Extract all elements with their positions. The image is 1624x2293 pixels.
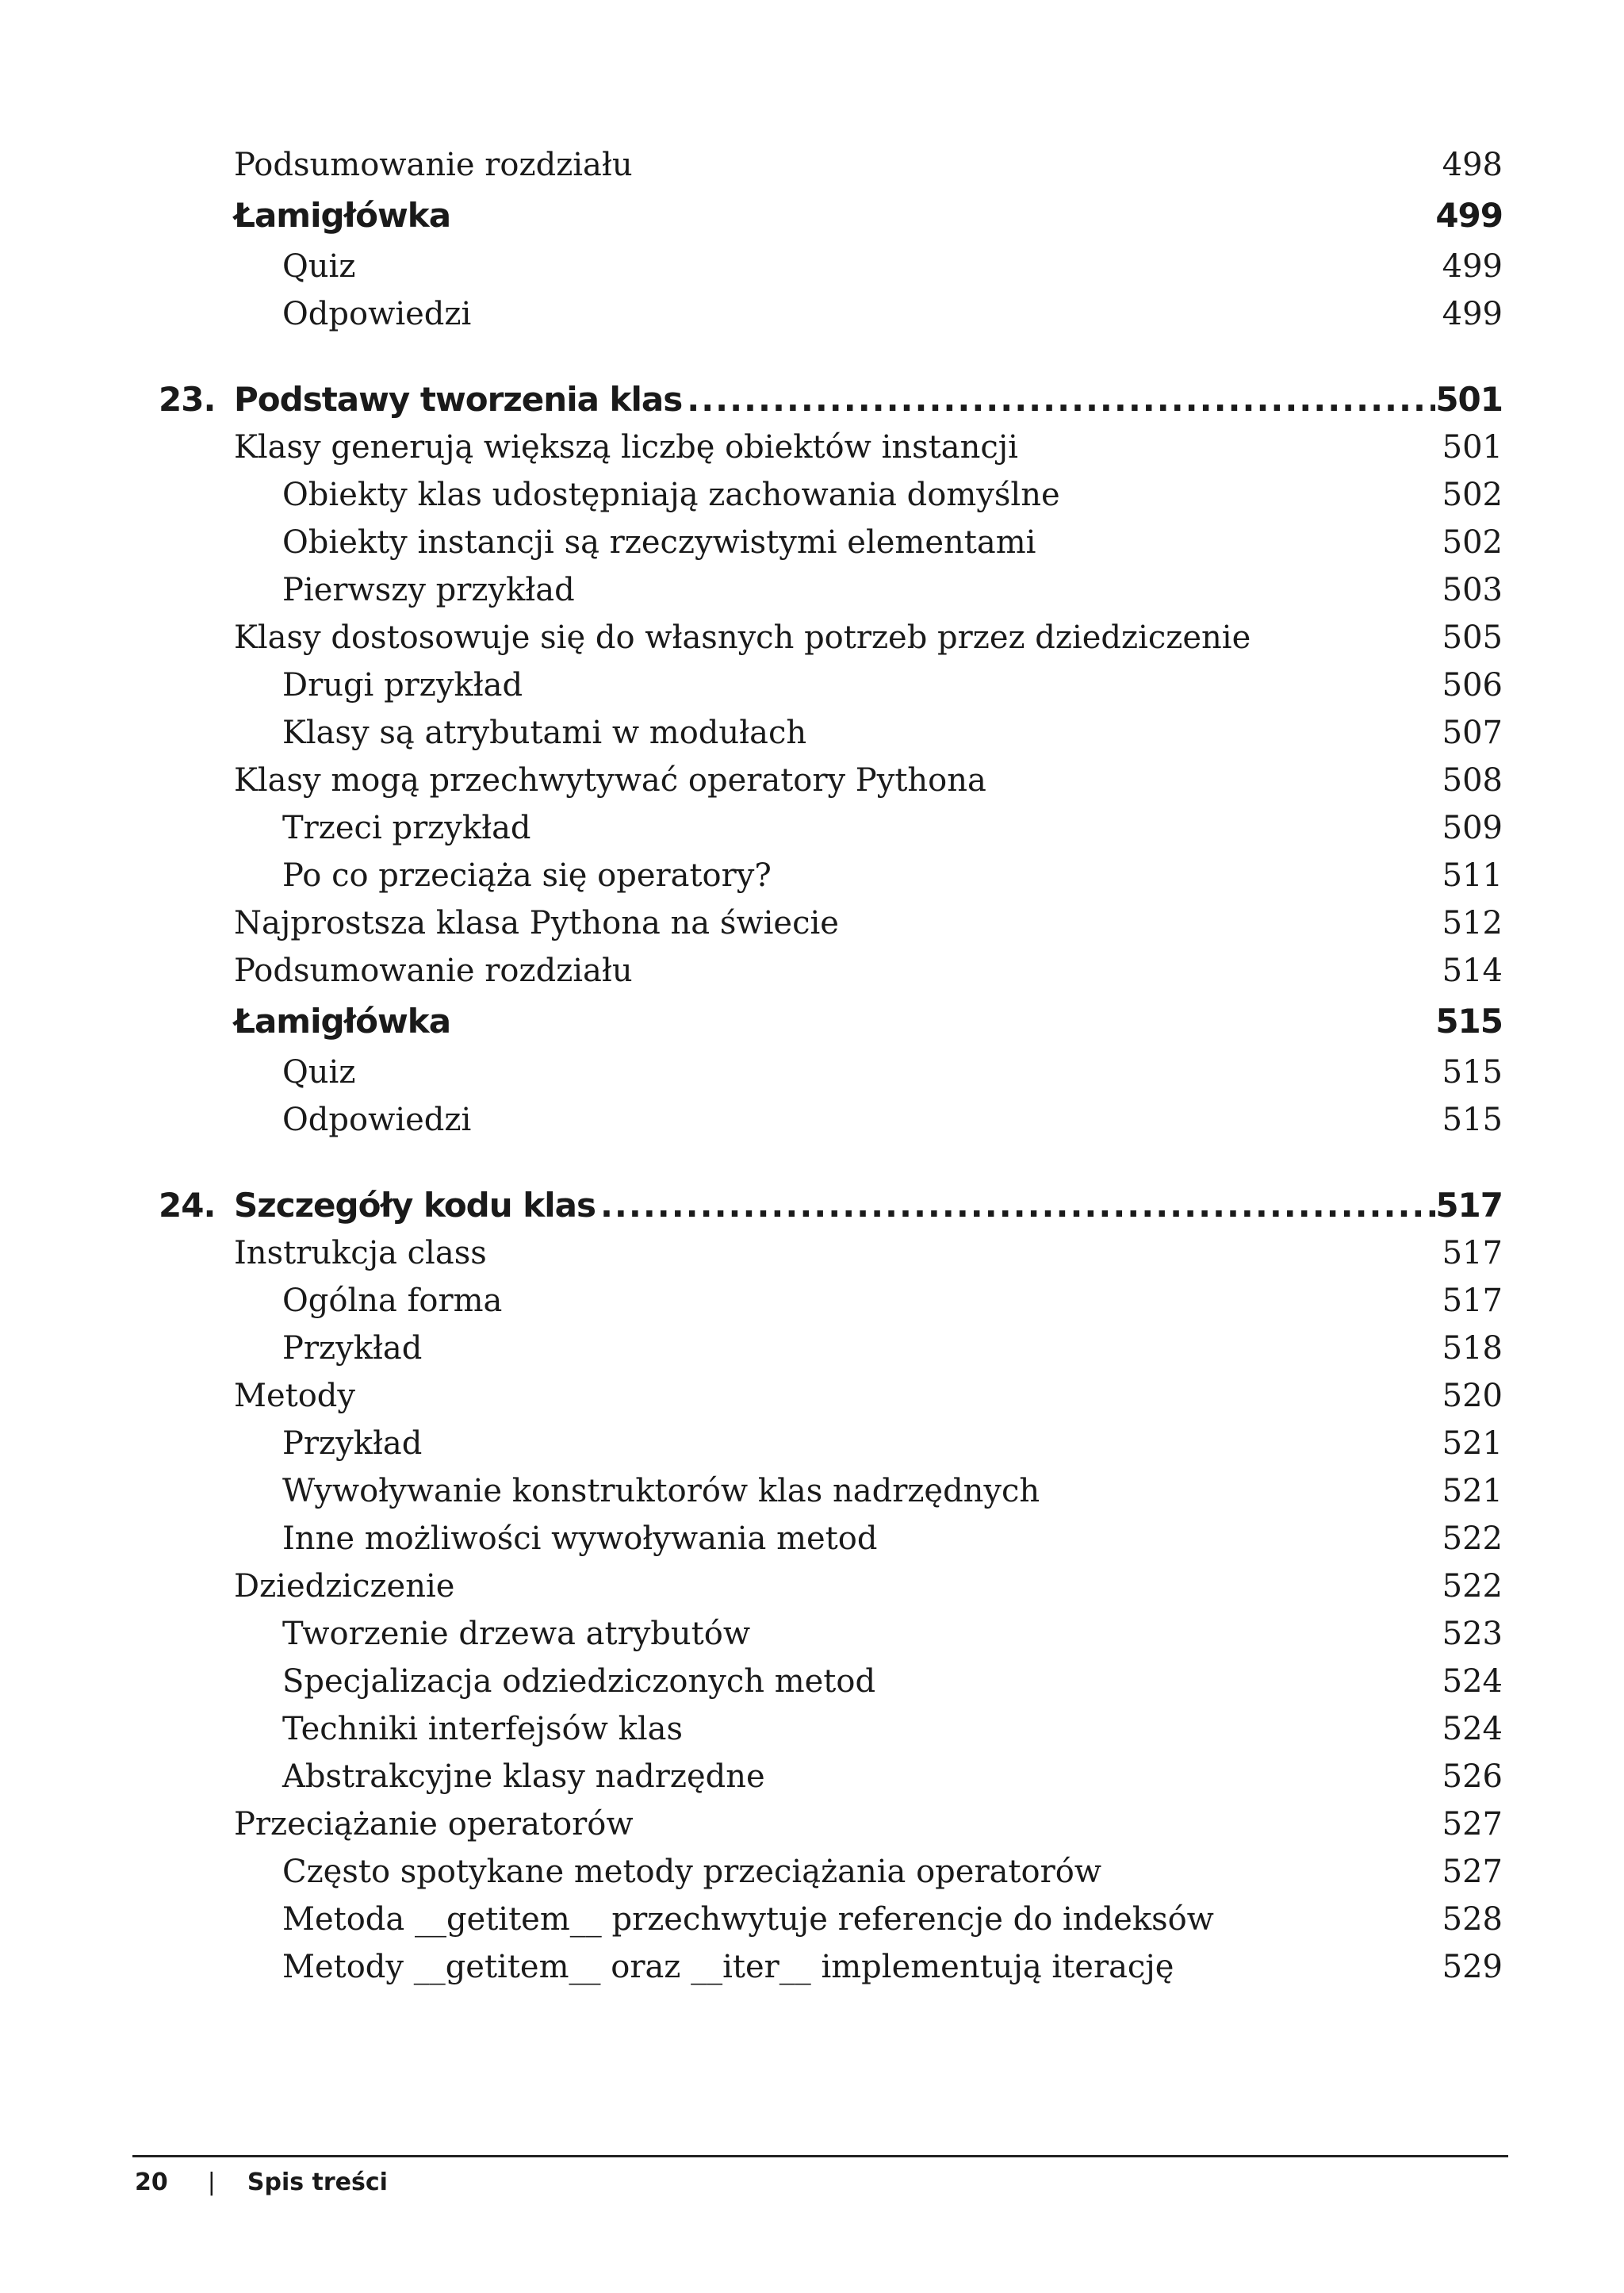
toc-chapter-row: [159, 376, 1503, 424]
toc-entry-page: 501: [1442, 429, 1503, 466]
dot-leader: [682, 376, 1435, 424]
toc-section-row: [234, 1372, 1503, 1420]
toc-entry-title: Metoda __getitem__ przechwytuje referencje do indeksów: [282, 1901, 1214, 1938]
toc-subsection-row: [282, 1420, 1503, 1467]
toc-entry-title: Klasy mogą przechwytywać operatory Pythona: [234, 762, 986, 799]
toc-subsection-row: [282, 1515, 1503, 1563]
toc-entry-title: Odpowiedzi: [282, 1102, 472, 1138]
toc-entry-title: Inne możliwości wywoływania metod: [282, 1520, 878, 1557]
toc-entry-title: Klasy generują większą liczbę obiektów instancji: [234, 429, 1018, 466]
toc-entry-page: 527: [1442, 1854, 1503, 1890]
toc-entry-title: Klasy są atrybutami w modułach: [282, 715, 807, 751]
toc-entry-title: Ogólna forma: [282, 1283, 503, 1319]
toc-section-row: [234, 1563, 1503, 1610]
toc-entry-title: Obiekty klas udostępniają zachowania domyślne: [282, 477, 1060, 513]
toc-subsection-row: [282, 1096, 1503, 1144]
toc-entry-title: Tworzenie drzewa atrybutów: [282, 1616, 751, 1652]
toc-subsection-row: [282, 1896, 1503, 1943]
toc-subsection-row: [282, 566, 1503, 614]
toc-entry-page: 527: [1442, 1806, 1503, 1842]
toc-entry-title: Często spotykane metody przeciążania operatorów: [282, 1854, 1102, 1890]
toc-section-row: [234, 1800, 1503, 1848]
toc-entry-page: 498: [1442, 147, 1503, 183]
toc-subsection-row: [282, 709, 1503, 757]
toc-entry-title: Abstrakcyjne klasy nadrzędne: [282, 1758, 765, 1795]
toc-subsection-row: [282, 243, 1503, 290]
toc-entry-title: Po co przeciąża się operatory?: [282, 857, 772, 894]
toc-entry-page: 507: [1442, 715, 1503, 751]
toc-entry-page: 521: [1442, 1473, 1503, 1509]
toc-entry-page: 515: [1442, 1102, 1503, 1138]
toc-entry-page: 520: [1442, 1378, 1503, 1414]
toc-entry-title: Łamigłówka: [234, 196, 451, 235]
toc-quiz-row: [234, 192, 1503, 240]
toc-subsection-row: [282, 1049, 1503, 1096]
toc-entry-page: 528: [1442, 1901, 1503, 1938]
toc-entry-page: 514: [1442, 953, 1503, 989]
toc-entry-page: 517: [1442, 1235, 1503, 1271]
footer-rule: [132, 2155, 1508, 2157]
toc-entry-title: Metody: [234, 1378, 355, 1414]
toc-entry-page: 509: [1442, 810, 1503, 846]
toc-entry-title: Wywoływanie konstruktorów klas nadrzędnych: [282, 1473, 1040, 1509]
toc-quiz-row: [234, 998, 1503, 1045]
toc-entry-page: 505: [1442, 619, 1503, 656]
toc-entry-title: Odpowiedzi: [282, 296, 472, 332]
toc-entry-page: 529: [1442, 1949, 1503, 1985]
toc-entry-title: Quiz: [282, 1054, 356, 1091]
toc-entry-page: 499: [1442, 296, 1503, 332]
toc-entry-title: Podsumowanie rozdziału: [234, 147, 633, 183]
toc-entry-title: Drugi przykład: [282, 667, 523, 704]
toc-entry-page: 524: [1442, 1711, 1503, 1747]
toc-entry-title: Klasy dostosowuje się do własnych potrzeb przez dziedziczenie: [234, 619, 1251, 656]
toc-entry-page: 518: [1442, 1330, 1503, 1367]
toc-section-row: [234, 947, 1503, 995]
toc-section-row: [234, 141, 1503, 189]
toc-section-row: [234, 757, 1503, 804]
toc-entry-page: 511: [1442, 857, 1503, 894]
toc-entry-title: Obiekty instancji są rzeczywistymi elementami: [282, 524, 1036, 561]
toc-entry-title: Najprostsza klasa Pythona na świecie: [234, 905, 839, 941]
toc-subsection-row: [282, 1277, 1503, 1325]
toc-entry-page: 522: [1442, 1520, 1503, 1557]
toc-section-row: [234, 1229, 1503, 1277]
toc-entry-page: 515: [1435, 1002, 1503, 1041]
toc-entry-title: Instrukcja class: [234, 1235, 487, 1271]
toc-subsection-row: [282, 1467, 1503, 1515]
toc-subsection-row: [282, 1610, 1503, 1658]
toc-entry-page: 523: [1442, 1616, 1503, 1652]
toc-entry-title: Techniki interfejsów klas: [282, 1711, 683, 1747]
toc-entry-page: 512: [1442, 905, 1503, 941]
toc-chapter-row: [159, 1182, 1503, 1229]
toc-entry-page: 524: [1442, 1663, 1503, 1700]
toc-entry-title: Dziedziczenie: [234, 1568, 455, 1605]
toc-subsection-row: [282, 661, 1503, 709]
toc-entry-page: 503: [1442, 572, 1503, 608]
toc-entry-page: 501: [1435, 380, 1503, 419]
toc-subsection-row: [282, 804, 1503, 852]
toc-subsection-row: [282, 1325, 1503, 1372]
toc-subsection-row: [282, 471, 1503, 519]
chapter-number: 24.: [159, 1186, 216, 1225]
footer-section-title: Spis treści: [247, 2168, 388, 2196]
toc-entry-title: Podstawy tworzenia klas: [234, 380, 683, 419]
toc-entry-title: Trzeci przykład: [282, 810, 531, 846]
toc-entry-title: Przykład: [282, 1425, 423, 1462]
page-footer: [135, 2162, 388, 2202]
toc-entry-page: 502: [1442, 524, 1503, 561]
toc-entry-page: 515: [1442, 1054, 1503, 1091]
toc-entry-title: Metody __getitem__ oraz __iter__ implementują iterację: [282, 1949, 1174, 1985]
toc-subsection-row: [282, 1753, 1503, 1800]
footer-page-number: 20: [135, 2168, 168, 2196]
toc-entry-title: Pierwszy przykład: [282, 572, 575, 608]
toc-entry-title: Podsumowanie rozdziału: [234, 953, 633, 989]
toc-section-row: [234, 899, 1503, 947]
toc-entry-page: 517: [1435, 1186, 1503, 1225]
toc-entry-page: 526: [1442, 1758, 1503, 1795]
toc-subsection-row: [282, 852, 1503, 899]
toc-entry-page: 522: [1442, 1568, 1503, 1605]
toc-entry-page: 521: [1442, 1425, 1503, 1462]
toc-entry-title: Specjalizacja odziedziczonych metod: [282, 1663, 876, 1700]
toc-entry-page: 508: [1442, 762, 1503, 799]
toc-entry-title: Przeciążanie operatorów: [234, 1806, 634, 1842]
toc-subsection-row: [282, 519, 1503, 566]
dot-leader: [596, 1182, 1435, 1229]
toc-subsection-row: [282, 1658, 1503, 1705]
toc-subsection-row: [282, 1943, 1503, 1991]
chapter-number: 23.: [159, 380, 216, 419]
toc-subsection-row: [282, 1848, 1503, 1896]
toc-entry-page: 499: [1442, 248, 1503, 285]
toc-subsection-row: [282, 1705, 1503, 1753]
toc-entry-title: Quiz: [282, 248, 356, 285]
toc-entry-page: 506: [1442, 667, 1503, 704]
toc-entry-page: 502: [1442, 477, 1503, 513]
toc-section-row: [234, 614, 1503, 661]
toc-entry-title: Łamigłówka: [234, 1002, 451, 1041]
toc-entry-title: Szczegóły kodu klas: [234, 1186, 596, 1225]
toc-section-row: [234, 424, 1503, 471]
toc-entry-page: 499: [1435, 196, 1503, 235]
footer-separator: |: [207, 2168, 216, 2196]
toc-entry-page: 517: [1442, 1283, 1503, 1319]
toc-entry-title: Przykład: [282, 1330, 423, 1367]
toc-subsection-row: [282, 290, 1503, 338]
